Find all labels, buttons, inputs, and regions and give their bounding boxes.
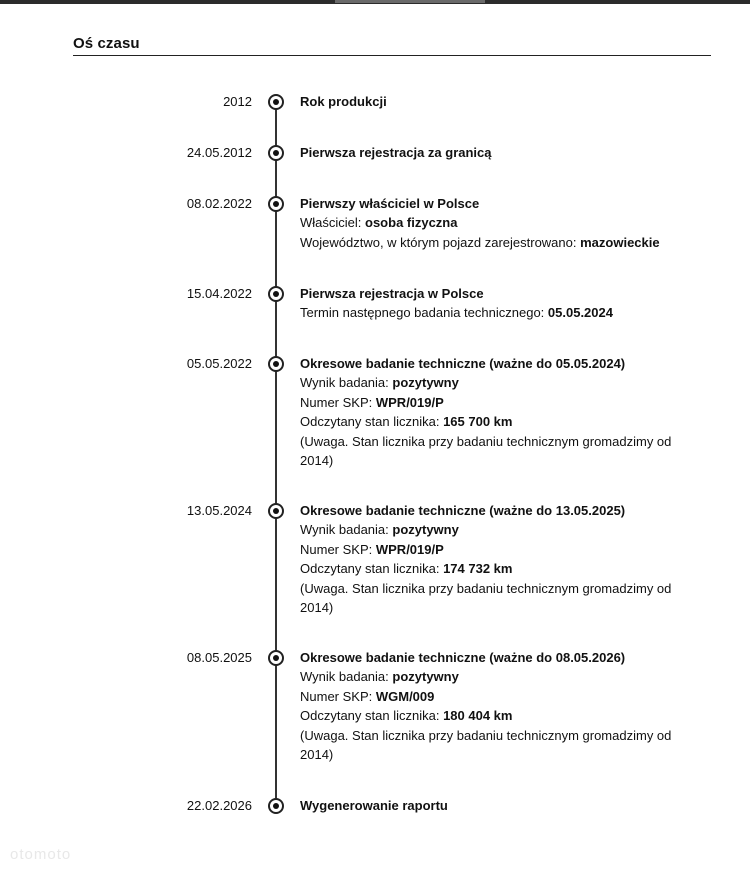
timeline-date: 22.02.2026 [186, 798, 252, 813]
timeline-detail [300, 393, 695, 412]
timeline-date: 2012 [223, 94, 252, 109]
top-strip-mark [335, 0, 485, 3]
detail-label: Termin następnego badania technicznego: [300, 305, 548, 321]
timeline-dot-icon [268, 286, 284, 302]
detail-value: 180 404 km [443, 708, 513, 724]
detail-value: 165 700 km [443, 414, 513, 430]
timeline-date: 15.04.2022 [186, 286, 252, 301]
timeline-detail [300, 706, 695, 725]
timeline-content [300, 284, 695, 323]
timeline-dot-icon [268, 503, 284, 519]
timeline-note: (Uwaga. Stan licznika przy badaniu technicznym gromadzimy od 2014) [300, 580, 672, 616]
timeline-date: 24.05.2012 [186, 145, 252, 160]
detail-label: Odczytany stan licznika: [300, 561, 444, 577]
timeline-detail [300, 559, 695, 578]
detail-value: WGM/009 [375, 688, 435, 704]
timeline-content [300, 796, 695, 815]
timeline-date: 05.05.2022 [186, 356, 252, 371]
timeline-detail [300, 667, 695, 686]
detail-value: WPR/019/P [375, 541, 444, 557]
timeline-title: Okresowe badanie techniczne (ważne do 05.05.2024) [300, 356, 626, 371]
timeline-detail [300, 412, 695, 431]
detail-label: Numer SKP: [300, 541, 376, 557]
section-divider [73, 55, 711, 56]
timeline-detail [300, 687, 695, 706]
detail-label: Numer SKP: [300, 688, 376, 704]
timeline-title: Pierwsza rejestracja za granicą [300, 145, 492, 160]
timeline-detail [300, 520, 695, 539]
timeline-detail [300, 233, 695, 252]
timeline-title: Pierwszy właściciel w Polsce [300, 196, 480, 211]
detail-label: Odczytany stan licznika: [300, 414, 444, 430]
timeline-content [300, 501, 695, 617]
detail-value: mazowieckie [580, 234, 660, 250]
timeline-date: 08.05.2025 [186, 650, 252, 665]
timeline-title: Okresowe badanie techniczne (ważne do 08.05.2026) [300, 650, 626, 665]
detail-value: pozytywny [392, 522, 459, 538]
timeline-content [300, 648, 695, 764]
timeline-dot-icon [268, 650, 284, 666]
detail-value: osoba fizyczna [365, 215, 458, 231]
timeline-content [300, 354, 695, 470]
timeline-detail [300, 303, 695, 322]
detail-label: Wynik badania: [300, 522, 393, 538]
timeline-dot-icon [268, 94, 284, 110]
detail-label: Odczytany stan licznika: [300, 708, 444, 724]
detail-label: Właściciel: [300, 215, 366, 231]
timeline-title: Okresowe badanie techniczne (ważne do 13.05.2025) [300, 503, 626, 518]
timeline-title: Pierwsza rejestracja w Polsce [300, 286, 484, 301]
timeline-content [300, 194, 695, 252]
timeline-content [300, 92, 695, 111]
timeline-title: Rok produkcji [300, 94, 387, 109]
detail-label: Wynik badania: [300, 669, 393, 685]
detail-value: pozytywny [392, 375, 459, 391]
timeline-note: (Uwaga. Stan licznika przy badaniu technicznym gromadzimy od 2014) [300, 727, 672, 763]
timeline-dot-icon [268, 196, 284, 212]
section-title: Oś czasu [73, 35, 140, 52]
timeline-dot-icon [268, 356, 284, 372]
timeline-date: 13.05.2024 [186, 503, 252, 518]
timeline-title: Wygenerowanie raportu [300, 798, 448, 813]
timeline-dot-icon [268, 145, 284, 161]
detail-value: pozytywny [392, 669, 459, 685]
timeline-detail [300, 373, 695, 392]
timeline-content [300, 143, 695, 162]
detail-label: Województwo, w którym pojazd zarejestrowano: [300, 234, 581, 250]
watermark-logo: otomoto [10, 846, 72, 863]
detail-value: 05.05.2024 [547, 305, 613, 321]
timeline-date: 08.02.2022 [186, 196, 252, 211]
detail-label: Wynik badania: [300, 375, 393, 391]
timeline-detail [300, 213, 695, 232]
detail-label: Numer SKP: [300, 394, 376, 410]
top-strip [0, 0, 750, 4]
timeline-detail [300, 540, 695, 559]
detail-value: 174 732 km [443, 561, 513, 577]
timeline-note: (Uwaga. Stan licznika przy badaniu technicznym gromadzimy od 2014) [300, 433, 672, 469]
detail-value: WPR/019/P [375, 394, 444, 410]
timeline-dot-icon [268, 798, 284, 814]
